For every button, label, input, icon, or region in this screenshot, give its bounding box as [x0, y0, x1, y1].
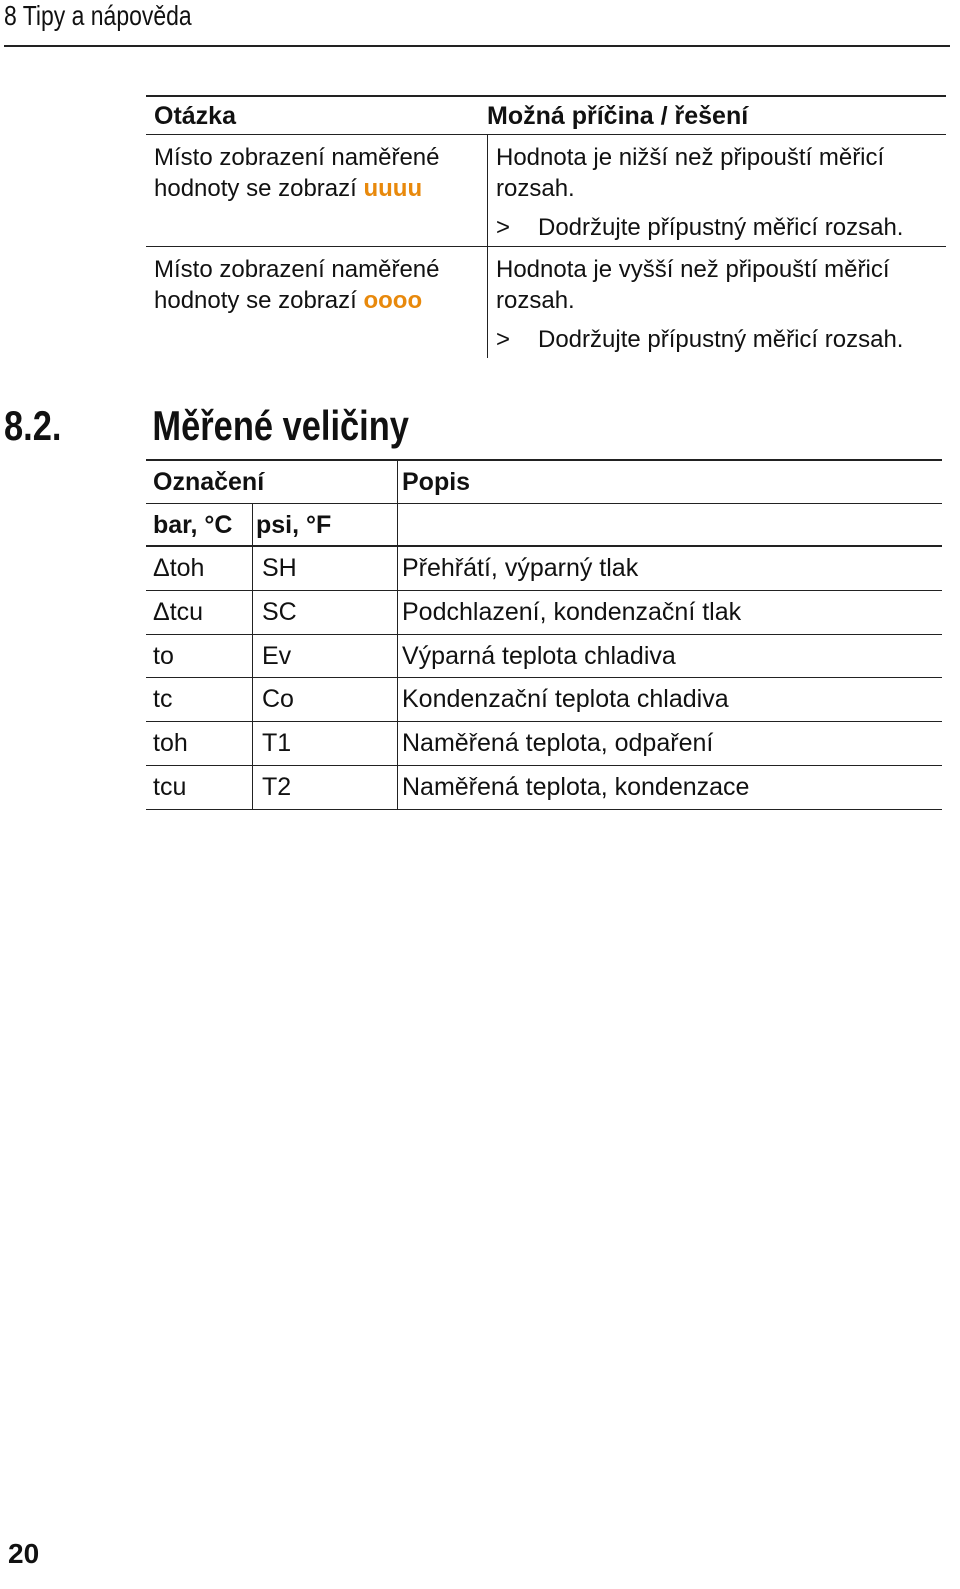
imperial-symbol: T1 — [262, 729, 292, 758]
metric-symbol: Δtcu — [153, 597, 204, 626]
page-number: 20 — [8, 1538, 40, 1569]
action-item — [496, 213, 951, 243]
page-header — [4, 0, 950, 47]
metric-symbol: toh — [153, 729, 188, 758]
column-divider — [252, 503, 253, 547]
cause-text: Hodnota je nižší než připouští měřicí rozsah. — [496, 144, 885, 202]
question-cell — [154, 142, 474, 204]
description: Kondenzační teplota chladiva — [402, 685, 729, 714]
imperial-symbol: Co — [262, 685, 294, 714]
imperial-symbol: SH — [262, 554, 297, 582]
column-divider — [397, 459, 398, 809]
description: Podchlazení, kondenzační tlak — [402, 597, 742, 626]
imperial-symbol: T2 — [262, 772, 292, 801]
section-title: Měřené veličiny — [152, 402, 409, 449]
table-row — [146, 135, 946, 246]
unit-bar-celsius: bar, °C — [153, 511, 233, 539]
column-header-solution: Možná příčina / řešení — [487, 102, 749, 130]
table-row — [146, 722, 942, 766]
metric-symbol: tc — [153, 685, 173, 714]
metric-symbol: Δtoh — [153, 554, 205, 582]
action-text: Dodržujte přípustný měřicí rozsah. — [538, 326, 904, 353]
column-header-question: Otázka — [154, 102, 236, 130]
column-divider — [252, 547, 253, 809]
question-text: Místo zobrazení naměřené hodnoty se zobrazí — [154, 256, 440, 314]
action-text: Dodržujte přípustný měřicí rozsah. — [538, 214, 904, 241]
units-row — [146, 503, 942, 547]
table-row — [146, 547, 942, 591]
table-row — [146, 591, 942, 635]
table-header — [146, 459, 942, 503]
table-row — [146, 766, 942, 810]
table-row — [146, 635, 942, 679]
cause-text: Hodnota je vyšší než připouští měřicí rozsah. — [496, 256, 890, 314]
column-header-description: Popis — [402, 468, 471, 496]
description: Naměřená teplota, odpaření — [402, 729, 714, 758]
action-arrow: > — [496, 214, 511, 241]
quantities-table — [146, 459, 942, 810]
imperial-symbol: SC — [262, 597, 297, 626]
imperial-symbol: Ev — [262, 641, 292, 670]
table-row — [146, 246, 946, 358]
description: Výparná teplota chladiva — [402, 641, 676, 670]
section-heading — [4, 402, 409, 450]
table-header — [146, 95, 946, 135]
display-code: oooo — [363, 287, 423, 314]
column-header-designation: Označení — [153, 468, 265, 496]
troubleshooting-table — [146, 95, 946, 358]
solution-cell — [487, 247, 904, 358]
question-text: Místo zobrazení naměřené hodnoty se zobrazí — [154, 144, 440, 202]
solution-cell — [487, 135, 904, 246]
display-code: uuuu — [363, 175, 423, 202]
description: Naměřená teplota, kondenzace — [402, 772, 750, 801]
unit-psi-fahrenheit: psi, °F — [256, 511, 332, 539]
table-row — [146, 678, 942, 722]
question-cell — [154, 254, 474, 316]
description: Přehřátí, výparný tlak — [402, 554, 639, 582]
chapter-title: 8 Tipy a nápověda — [4, 0, 192, 31]
action-item — [496, 325, 951, 355]
section-number: 8.2. — [4, 402, 62, 449]
action-arrow: > — [496, 326, 511, 353]
metric-symbol: tcu — [153, 772, 187, 801]
metric-symbol: to — [153, 641, 174, 670]
